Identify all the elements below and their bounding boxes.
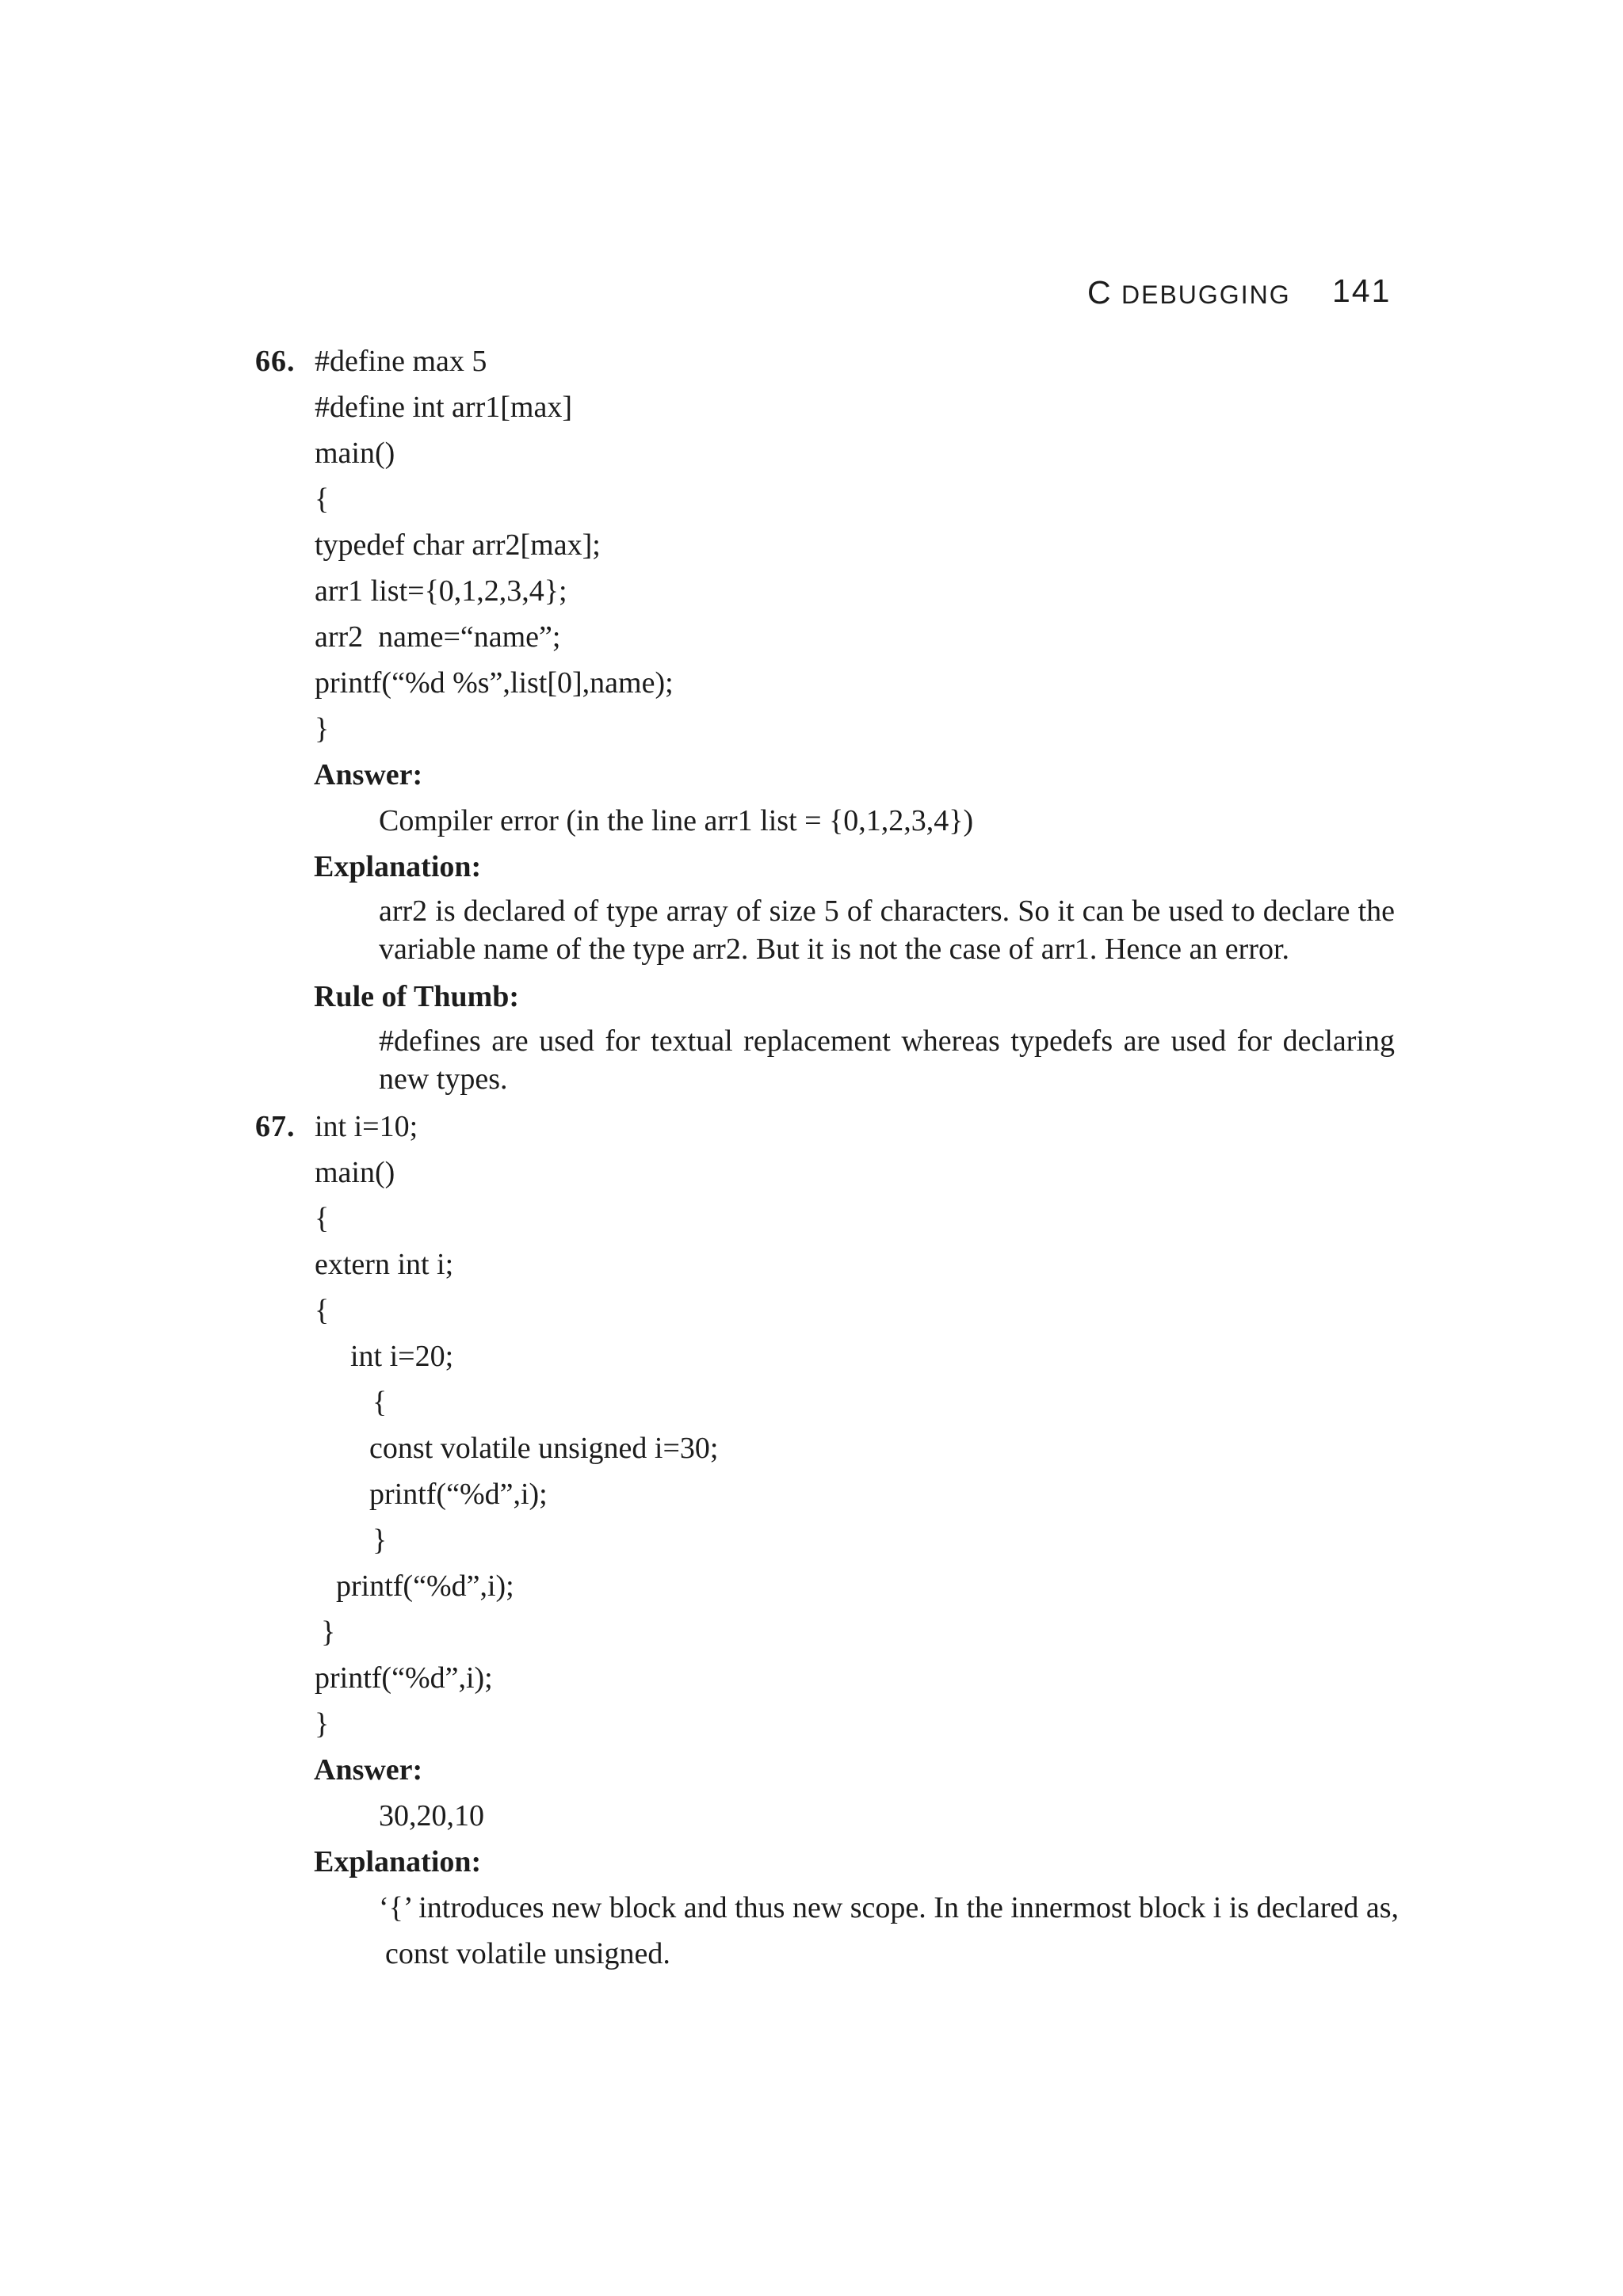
code-line: printf(“%d %s”,list[0],name);	[315, 666, 674, 700]
answer-text-67: 30,20,10	[379, 1799, 484, 1833]
code-line: int i=10;	[315, 1110, 418, 1143]
code-line: int i=20;	[350, 1340, 454, 1373]
code-line: }	[372, 1524, 388, 1557]
code-line: }	[321, 1615, 336, 1649]
rule-of-thumb-label: Rule of Thumb:	[314, 980, 520, 1013]
running-header-title	[1087, 274, 1291, 311]
explanation-text-67-line2: const volatile unsigned.	[385, 1937, 670, 1970]
code-line: main()	[315, 437, 395, 470]
header-chapter-first: C	[1087, 274, 1121, 311]
header-chapter-rest: DEBUGGING	[1121, 280, 1291, 309]
explanation-label-67: Explanation:	[314, 1845, 482, 1878]
page-number: 141	[1332, 273, 1392, 309]
code-line: printf(“%d”,i);	[369, 1478, 548, 1511]
code-line: printf(“%d”,i);	[336, 1569, 514, 1603]
code-line: arr1 list={0,1,2,3,4};	[315, 574, 567, 608]
code-line: {	[315, 1294, 330, 1327]
question-number-66: 66.	[255, 345, 296, 378]
code-line: extern int i;	[315, 1248, 454, 1281]
code-line: {	[315, 1202, 330, 1235]
answer-label-67: Answer:	[314, 1753, 423, 1787]
code-line: const volatile unsigned i=30;	[369, 1432, 719, 1465]
code-line: arr2 name=“name”;	[315, 620, 561, 654]
code-line: #define max 5	[315, 345, 487, 378]
question-number-67: 67.	[255, 1110, 296, 1143]
answer-label-66: Answer:	[314, 758, 423, 791]
code-line: }	[315, 1707, 330, 1741]
code-line: typedef char arr2[max];	[315, 528, 601, 562]
explanation-label-66: Explanation:	[314, 850, 482, 883]
explanation-text-67-line1: ‘{’ introduces new block and thus new scope. In the innermost block i is declared as,	[379, 1891, 1400, 1924]
code-line: {	[315, 482, 330, 516]
code-line: main()	[315, 1156, 395, 1189]
code-line: {	[372, 1386, 388, 1419]
explanation-text-66: arr2 is declared of type array of size 5 of characters. So it can be used to declare the variable name of the type arr2. But it is not the case of arr1. Hence an error.	[379, 894, 1395, 966]
code-line: }	[315, 712, 330, 746]
code-line: #define int arr1[max]	[315, 391, 572, 424]
answer-text-66: Compiler error (in the line arr1 list = {0,1,2,3,4})	[379, 804, 974, 837]
code-line: printf(“%d”,i);	[315, 1661, 493, 1695]
rule-of-thumb-text: #defines are used for textual replacement whereas typedefs are used for declaring new types.	[379, 1024, 1395, 1096]
